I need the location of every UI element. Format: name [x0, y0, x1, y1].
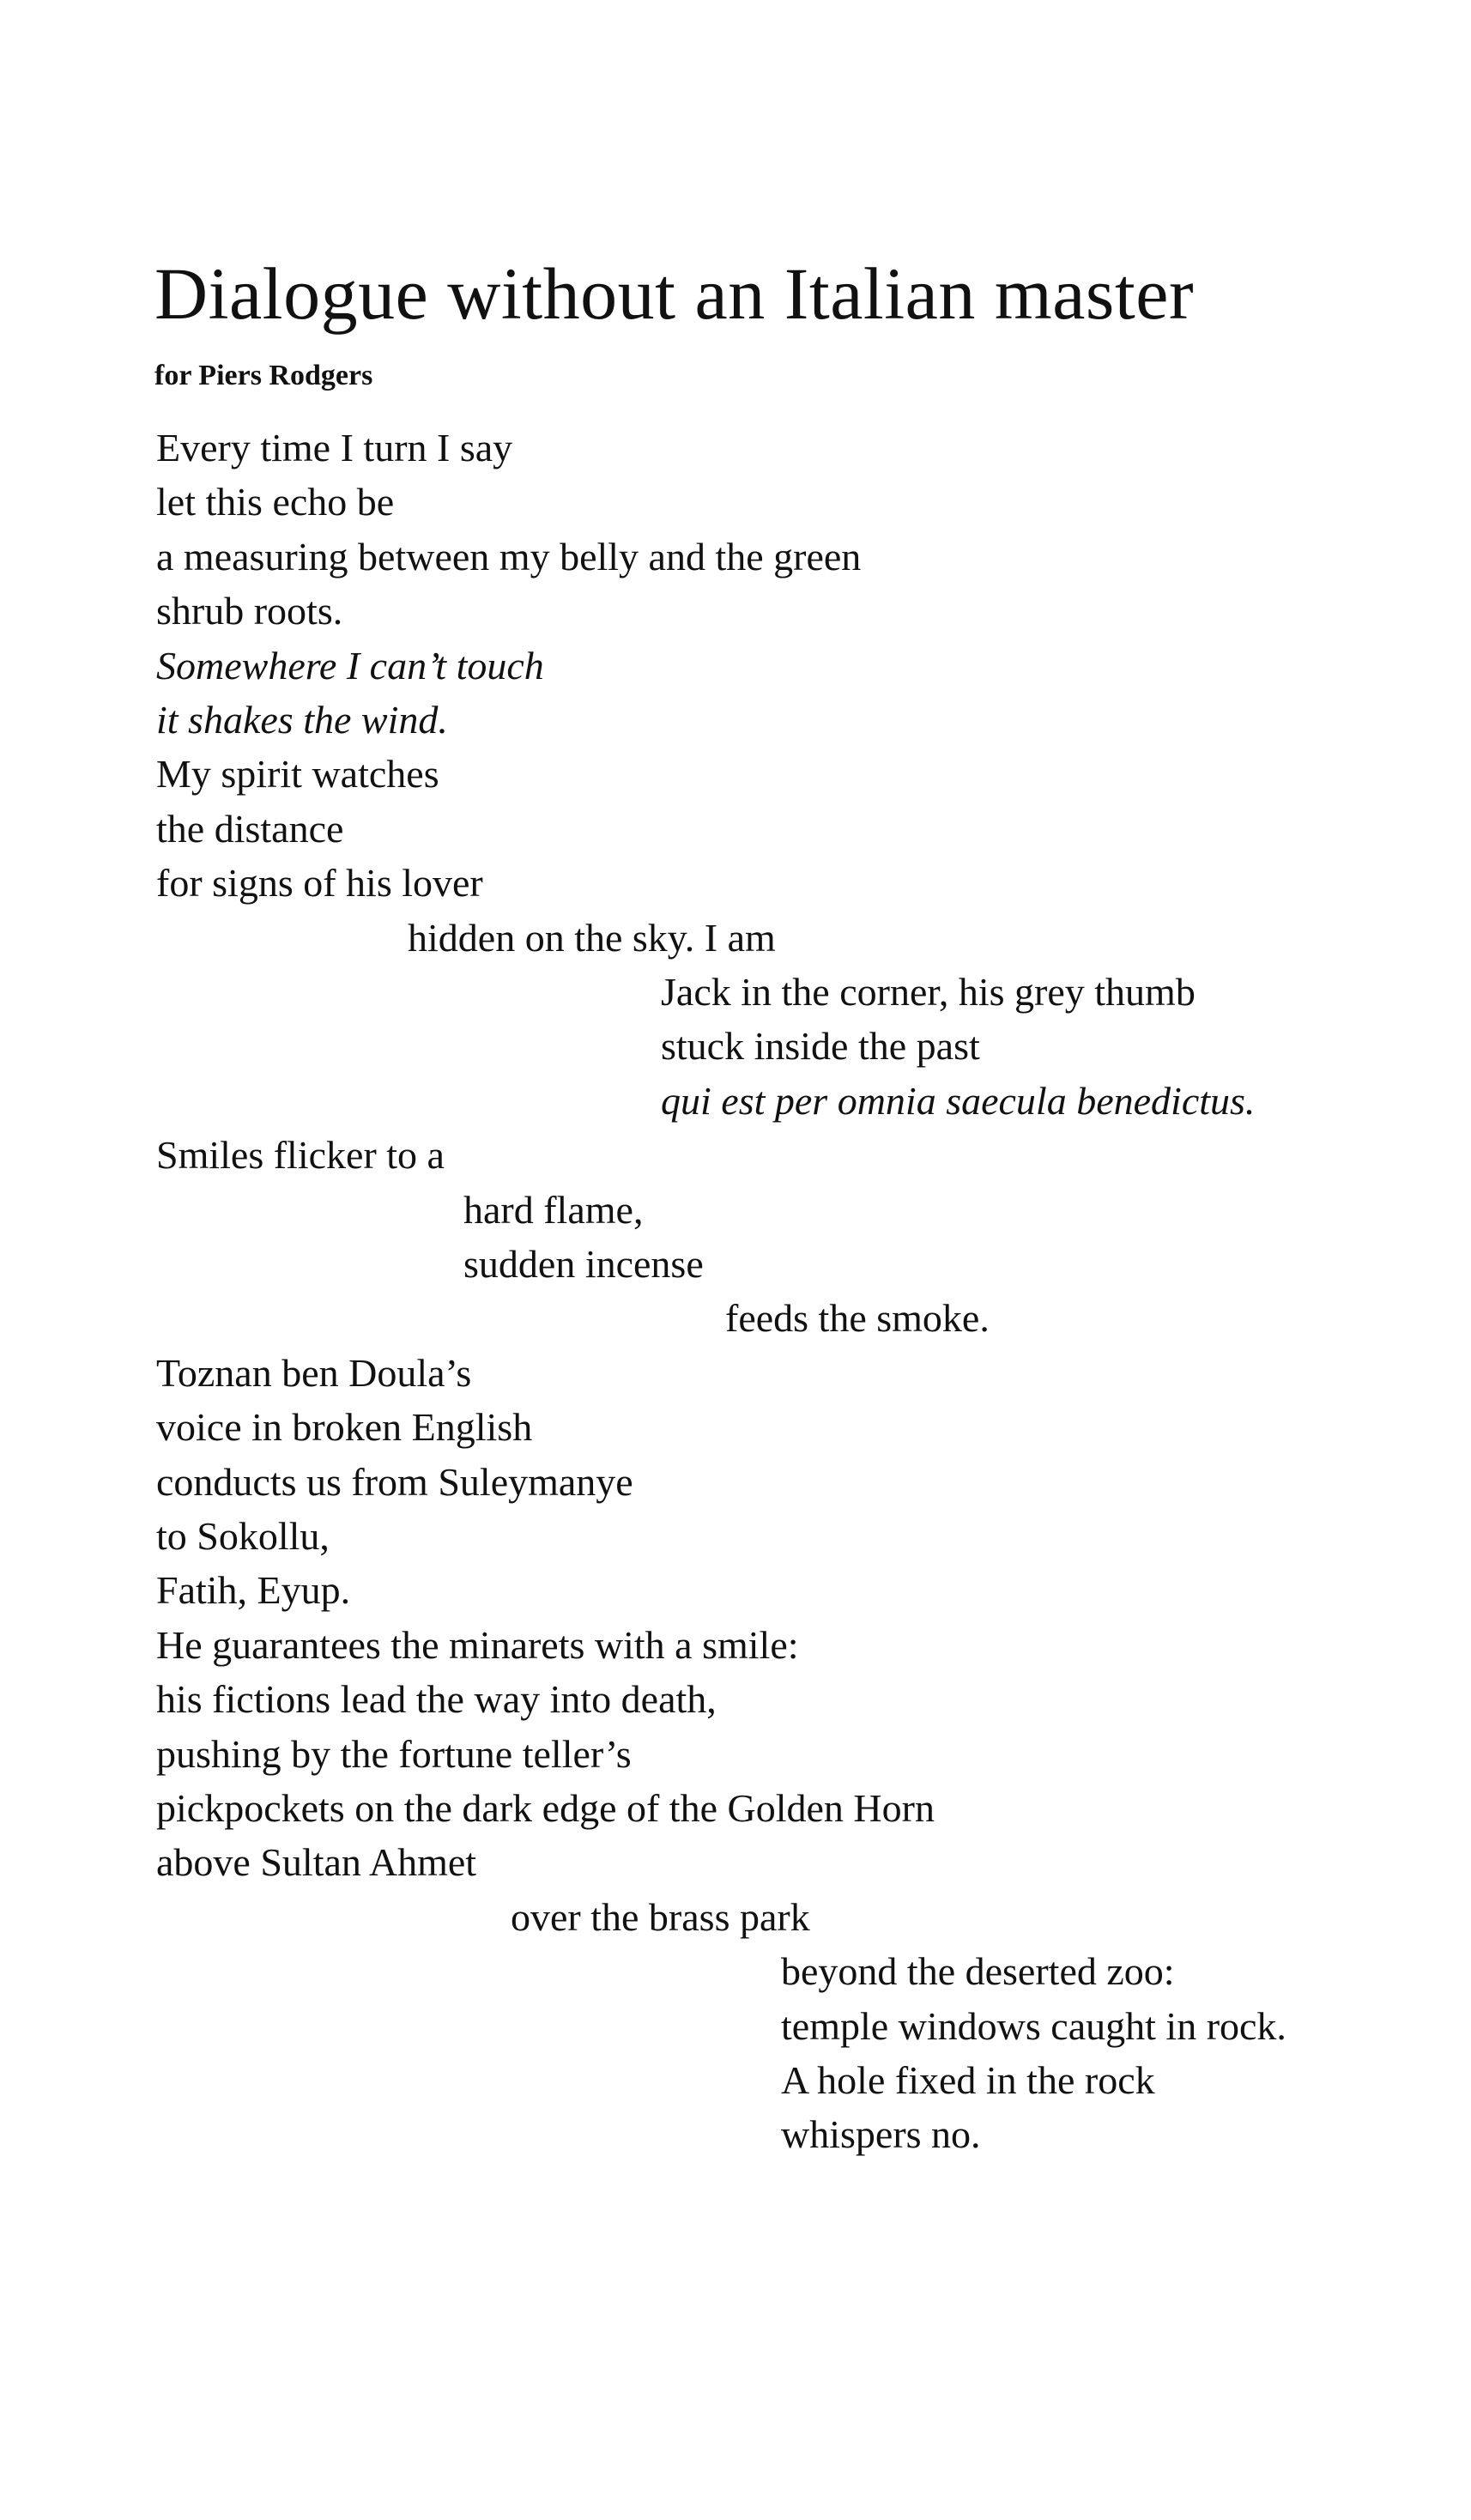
poem-line: it shakes the wind.: [156, 698, 448, 742]
poem-line: hidden on the sky. I am: [408, 916, 776, 960]
poem-line: Smiles flicker to a: [156, 1133, 445, 1177]
poem-line: let this echo be: [156, 480, 395, 524]
poem-line: My spirit watches: [156, 752, 439, 796]
poem-line: Every time I turn I say: [156, 426, 513, 469]
poem-line: Somewhere I can’t touch: [156, 644, 544, 688]
poem-line: pushing by the fortune teller’s: [156, 1732, 632, 1776]
poem-dedication: for Piers Rodgers: [154, 360, 373, 391]
poem-line: to Sokollu,: [156, 1514, 330, 1558]
poem-line: his fictions lead the way into death,: [156, 1677, 717, 1721]
poem-line: He guarantees the minarets with a smile:: [156, 1623, 799, 1667]
poem-line: shrub roots.: [156, 589, 343, 633]
poem-line: conducts us from Suleymanye: [156, 1460, 633, 1504]
poem-line: Fatih, Eyup.: [156, 1568, 351, 1612]
poem-line: beyond the deserted zoo:: [781, 1949, 1175, 1993]
poem-line: above Sultan Ahmet: [156, 1840, 477, 1884]
poem-line: the distance: [156, 807, 344, 851]
poem-line: A hole fixed in the rock: [781, 2058, 1155, 2102]
poem-line: sudden incense: [463, 1242, 704, 1286]
poem-line: temple windows caught in rock.: [781, 2004, 1286, 2048]
poem-line: voice in broken English: [156, 1405, 533, 1449]
poem-line: feeds the smoke.: [725, 1296, 990, 1340]
poem-line: over the brass park: [511, 1895, 810, 1939]
poem-line: whispers no.: [781, 2112, 981, 2156]
poem-line: Jack in the corner, his grey thumb: [661, 970, 1196, 1014]
poem-line: qui est per omnia saecula benedictus.: [661, 1079, 1256, 1123]
poem-line: hard flame,: [463, 1188, 644, 1232]
poem-line: stuck inside the past: [661, 1024, 980, 1068]
poem-title: Dialogue without an Italian master: [154, 252, 1195, 335]
poem-line: for signs of his lover: [156, 861, 483, 905]
poem-line: pickpockets on the dark edge of the Golden Horn: [156, 1786, 935, 1830]
poem-line: a measuring between my belly and the green: [156, 535, 862, 579]
poem-line: Toznan ben Doula’s: [156, 1351, 472, 1395]
